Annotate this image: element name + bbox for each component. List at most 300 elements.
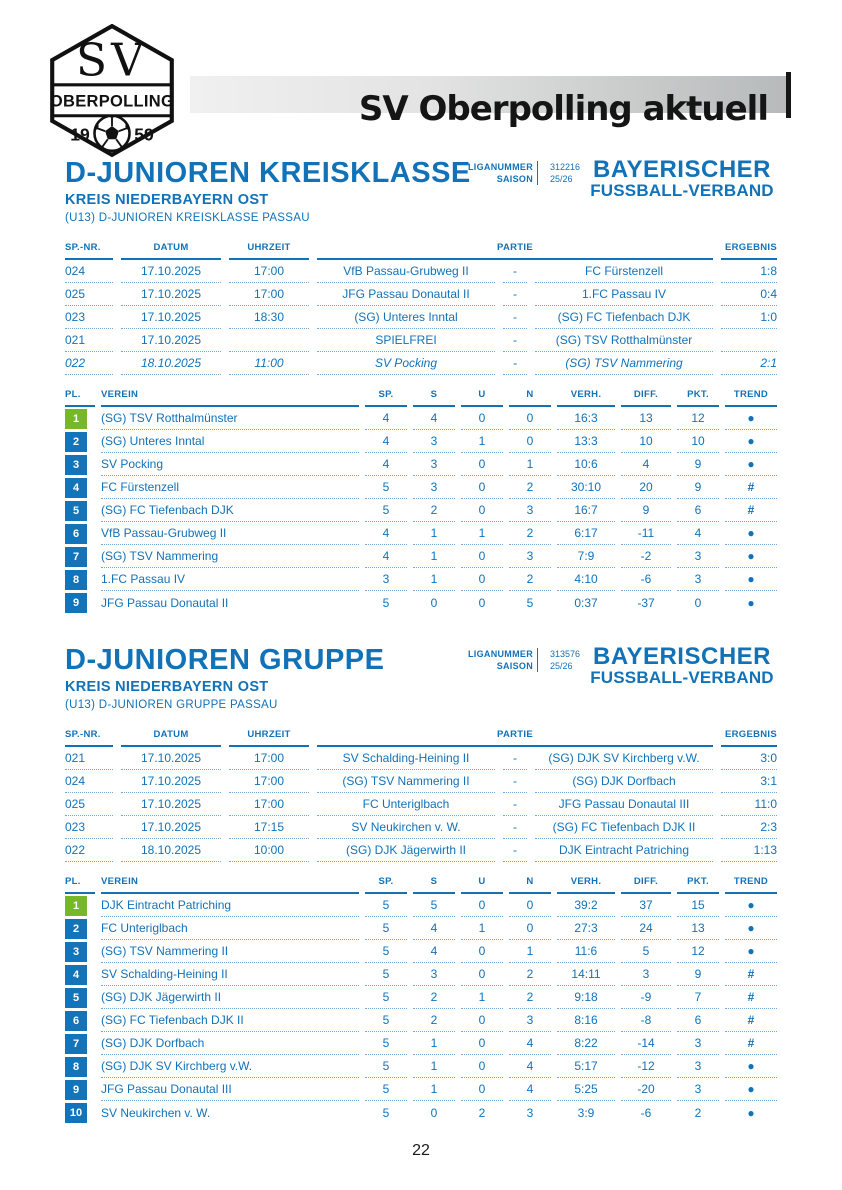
standing-row (65, 430, 777, 453)
trend-indicator: ● (725, 407, 777, 430)
away-team: (SG) FC Tiefenbach DJK (535, 306, 713, 329)
liganummer-label: LIGANUMMER (468, 162, 533, 172)
position-cell (65, 917, 95, 940)
match-number: 025 (65, 793, 113, 816)
goal-ratio: 27:3 (557, 917, 615, 940)
col-goal-diff: DIFF. (621, 389, 671, 407)
team-name: (SG) TSV Rotthalmünster (101, 407, 359, 430)
match-result: 0:4 (721, 283, 777, 306)
trend-indicator: ● (725, 917, 777, 940)
points: 7 (677, 986, 719, 1009)
position-cell (65, 568, 95, 591)
goal-ratio: 10:6 (557, 453, 615, 476)
standing-row (65, 1101, 777, 1124)
games-played: 5 (365, 1055, 407, 1078)
points: 9 (677, 453, 719, 476)
games-played: 5 (382, 1105, 390, 1120)
goal-diff: -37 (637, 595, 655, 610)
position-badge: 5 (65, 988, 87, 1008)
team-separator: - (503, 770, 527, 793)
result-row (65, 839, 777, 862)
results-header-row (65, 729, 777, 747)
league-competition: (U13) D-JUNIOREN GRUPPE PASSAU (65, 699, 278, 712)
col-games: SP. (365, 876, 407, 894)
standing-row (65, 476, 777, 499)
position-badge: 8 (65, 570, 87, 590)
home-team: (SG) DJK Jägerwirth II (317, 839, 495, 862)
position-badge: 1 (65, 409, 87, 429)
match-result: 2:1 (721, 352, 777, 375)
team-name: (SG) DJK Dorfbach (101, 1032, 359, 1055)
logo-year-left: 19 (70, 124, 90, 145)
goal-diff: -9 (621, 986, 671, 1009)
match-result (721, 329, 777, 352)
points: 13 (677, 917, 719, 940)
match-time: 17:15 (229, 816, 309, 839)
meta-divider (537, 173, 546, 185)
position-cell (65, 522, 95, 545)
trend-indicator: # (725, 1032, 777, 1055)
goal-ratio: 6:17 (557, 522, 615, 545)
draws: 0 (461, 476, 503, 499)
col-points: PKT. (677, 876, 719, 894)
match-number: 024 (65, 260, 113, 283)
match-number: 022 (65, 352, 113, 375)
match-date: 17.10.2025 (121, 816, 221, 839)
losses: 0 (509, 894, 551, 917)
goal-diff: -12 (621, 1055, 671, 1078)
result-row (65, 793, 777, 816)
position-cell (65, 591, 95, 614)
standings-table (65, 389, 777, 614)
liganummer-value: 313576 (550, 649, 581, 659)
goal-diff: 3 (621, 963, 671, 986)
wins: 3 (413, 453, 455, 476)
goal-diff: -6 (621, 568, 671, 591)
losses: 3 (509, 499, 551, 522)
wins: 4 (413, 940, 455, 963)
games-played: 5 (365, 476, 407, 499)
draws: 0 (461, 940, 503, 963)
goal-diff: 13 (621, 407, 671, 430)
trend-indicator: ● (725, 940, 777, 963)
trend-indicator: # (725, 476, 777, 499)
draws: 0 (461, 1032, 503, 1055)
losses: 5 (526, 595, 534, 610)
result-row (65, 770, 777, 793)
col-date: DATUM (121, 242, 221, 260)
league-header (65, 645, 777, 729)
match-time (229, 329, 309, 352)
team-name: DJK Eintracht Patriching (101, 894, 359, 917)
col-draws: U (461, 389, 503, 407)
position-cell (65, 1009, 95, 1032)
league-region: KREIS NIEDERBAYERN OST (65, 679, 269, 696)
away-team: (SG) FC Tiefenbach DJK II (535, 816, 713, 839)
col-trend: TREND (725, 389, 777, 407)
draws: 0 (461, 407, 503, 430)
header-bar-end-mark (786, 72, 791, 118)
match-number: 023 (65, 306, 113, 329)
standings-body (65, 894, 777, 1124)
games-played: 4 (365, 407, 407, 430)
draws: 1 (461, 522, 503, 545)
away-team: 1.FC Passau IV (535, 283, 713, 306)
losses: 4 (509, 1055, 551, 1078)
losses: 2 (509, 568, 551, 591)
col-place: PL. (65, 389, 95, 407)
losses: 1 (509, 940, 551, 963)
position-cell (65, 963, 95, 986)
standing-row (65, 522, 777, 545)
col-losses: N (509, 389, 551, 407)
standing-row (65, 407, 777, 430)
team-name: JFG Passau Donautal II (101, 595, 229, 610)
losses: 0 (509, 917, 551, 940)
wins: 2 (413, 499, 455, 522)
draws: 0 (461, 894, 503, 917)
wins: 1 (413, 1055, 455, 1078)
team-separator: - (503, 283, 527, 306)
match-time: 10:00 (229, 839, 309, 862)
result-row (65, 816, 777, 839)
match-date: 17.10.2025 (121, 306, 221, 329)
match-number: 022 (65, 839, 113, 862)
trend-indicator: # (725, 986, 777, 1009)
draws: 0 (461, 963, 503, 986)
losses: 3 (526, 1105, 534, 1120)
wins: 1 (413, 545, 455, 568)
points: 6 (677, 1009, 719, 1032)
result-row (65, 306, 777, 329)
draws: 0 (461, 499, 503, 522)
wins: 0 (430, 595, 438, 610)
team-separator: - (503, 329, 527, 352)
match-number: 021 (65, 329, 113, 352)
col-wins: S (413, 876, 455, 894)
trend-indicator: ● (725, 430, 777, 453)
wins: 2 (413, 986, 455, 1009)
wins: 4 (413, 917, 455, 940)
position-cell (65, 476, 95, 499)
away-team: DJK Eintracht Patriching (535, 839, 713, 862)
liganummer-label: LIGANUMMER (468, 649, 533, 659)
position-badge: 10 (65, 1103, 87, 1123)
losses: 3 (509, 1009, 551, 1032)
standing-row (65, 963, 777, 986)
match-number: 021 (65, 747, 113, 770)
losses: 2 (509, 476, 551, 499)
points: 9 (677, 963, 719, 986)
col-trend: TREND (725, 876, 777, 894)
standings-table (65, 876, 777, 1124)
standings-header-row (65, 389, 777, 407)
goal-ratio: 8:22 (557, 1032, 615, 1055)
match-time: 17:00 (229, 747, 309, 770)
goal-ratio: 9:18 (557, 986, 615, 1009)
trend-indicator: ● (725, 894, 777, 917)
losses: 3 (509, 545, 551, 568)
match-time: 17:00 (229, 793, 309, 816)
points: 2 (694, 1105, 702, 1120)
saison-value: 25/26 (550, 661, 573, 671)
team-separator: - (503, 352, 527, 375)
trend-indicator: ● (725, 545, 777, 568)
draws: 0 (461, 1009, 503, 1032)
goal-diff: -20 (621, 1078, 671, 1101)
match-number: 024 (65, 770, 113, 793)
position-badge: 6 (65, 524, 87, 544)
col-wins: S (413, 389, 455, 407)
points: 15 (677, 894, 719, 917)
draws: 2 (478, 1105, 486, 1120)
points: 3 (677, 1078, 719, 1101)
team-separator: - (503, 793, 527, 816)
trend-indicator: # (725, 963, 777, 986)
result-row (65, 352, 777, 375)
meta-divider (537, 648, 546, 660)
col-club: VEREIN (101, 389, 359, 407)
trend-indicator: ● (747, 1105, 755, 1120)
away-team: JFG Passau Donautal III (535, 793, 713, 816)
col-time: UHRZEIT (229, 242, 309, 260)
team-name: JFG Passau Donautal III (101, 1078, 359, 1101)
col-draws: U (461, 876, 503, 894)
draws: 1 (461, 986, 503, 1009)
result-row (65, 260, 777, 283)
trend-indicator: ● (725, 522, 777, 545)
standing-row (65, 1009, 777, 1032)
position-cell (65, 1078, 95, 1101)
position-badge: 3 (65, 942, 87, 962)
away-team: (SG) TSV Nammering (535, 352, 713, 375)
page-number: 22 (412, 1142, 430, 1159)
goal-ratio: 0:37 (574, 595, 598, 610)
position-cell (65, 894, 95, 917)
draws: 1 (461, 917, 503, 940)
position-badge: 1 (65, 896, 87, 916)
team-name: (SG) DJK Jägerwirth II (101, 986, 359, 1009)
goal-diff: 37 (621, 894, 671, 917)
col-goal-ratio: VERH. (557, 389, 615, 407)
position-cell (65, 430, 95, 453)
games-played: 5 (365, 1078, 407, 1101)
standing-row (65, 940, 777, 963)
wins: 0 (430, 1105, 438, 1120)
goal-diff: 4 (621, 453, 671, 476)
games-played: 4 (365, 522, 407, 545)
league-meta (457, 161, 580, 185)
position-cell (65, 453, 95, 476)
trend-indicator: # (725, 1009, 777, 1032)
goal-ratio: 16:3 (557, 407, 615, 430)
away-team: (SG) TSV Rotthalmünster (535, 329, 713, 352)
goal-ratio: 7:9 (557, 545, 615, 568)
col-match-number: SP.-NR. (65, 729, 113, 747)
standing-row (65, 499, 777, 522)
saison-label: SAISON (496, 174, 533, 184)
match-result: 1:8 (721, 260, 777, 283)
league-competition: (U13) D-JUNIOREN KREISKLASSE PASSAU (65, 212, 310, 225)
games-played: 4 (365, 430, 407, 453)
games-played: 5 (365, 499, 407, 522)
team-name: (SG) TSV Nammering (101, 545, 359, 568)
position-badge: 8 (65, 1057, 87, 1077)
team-name: (SG) TSV Nammering II (101, 940, 359, 963)
goal-ratio: 30:10 (557, 476, 615, 499)
match-result: 2:3 (721, 816, 777, 839)
goal-ratio: 5:17 (557, 1055, 615, 1078)
losses: 4 (509, 1078, 551, 1101)
position-badge: 9 (65, 593, 87, 613)
match-date: 17.10.2025 (121, 747, 221, 770)
league-meta (457, 648, 580, 672)
points: 3 (677, 545, 719, 568)
position-cell (65, 986, 95, 1009)
standing-row (65, 917, 777, 940)
match-result: 1:0 (721, 306, 777, 329)
results-body (65, 747, 777, 862)
draws: 0 (461, 545, 503, 568)
goal-ratio: 8:16 (557, 1009, 615, 1032)
match-number: 023 (65, 816, 113, 839)
draws: 0 (461, 568, 503, 591)
home-team: (SG) TSV Nammering II (317, 770, 495, 793)
match-number: 025 (65, 283, 113, 306)
logo-club-name: OBERPOLLING (49, 92, 175, 111)
col-goal-diff: DIFF. (621, 876, 671, 894)
trend-indicator: ● (725, 1078, 777, 1101)
col-result: ERGEBNIS (721, 242, 777, 260)
games-played: 5 (365, 917, 407, 940)
match-time: 17:00 (229, 770, 309, 793)
trend-indicator: ● (725, 1055, 777, 1078)
home-team: SV Pocking (317, 352, 495, 375)
result-row (65, 747, 777, 770)
draws: 0 (461, 1078, 503, 1101)
goal-diff: -2 (621, 545, 671, 568)
league-header (65, 158, 777, 242)
losses: 2 (509, 986, 551, 1009)
losses: 1 (509, 453, 551, 476)
home-team: SV Neukirchen v. W. (317, 816, 495, 839)
trend-indicator: ● (725, 568, 777, 591)
position-badge: 2 (65, 432, 87, 452)
team-separator: - (503, 816, 527, 839)
losses: 0 (509, 430, 551, 453)
points: 3 (677, 1055, 719, 1078)
goal-diff: -8 (621, 1009, 671, 1032)
match-time: 11:00 (229, 352, 309, 375)
results-table (65, 242, 777, 375)
col-date: DATUM (121, 729, 221, 747)
wins: 3 (413, 476, 455, 499)
results-table (65, 729, 777, 862)
saison-label: SAISON (496, 661, 533, 671)
standing-row (65, 568, 777, 591)
games-played: 5 (365, 940, 407, 963)
standing-row (65, 545, 777, 568)
home-team: VfB Passau-Grubweg II (317, 260, 495, 283)
col-club: VEREIN (101, 876, 359, 894)
trend-indicator: ● (725, 453, 777, 476)
points: 3 (677, 1032, 719, 1055)
goal-ratio: 39:2 (557, 894, 615, 917)
match-result: 11:0 (721, 793, 777, 816)
goal-diff: 20 (621, 476, 671, 499)
results-body (65, 260, 777, 375)
bfv-line1: BAYERISCHER (593, 643, 771, 670)
points: 3 (677, 568, 719, 591)
points: 6 (677, 499, 719, 522)
goal-ratio: 11:6 (557, 940, 615, 963)
wins: 1 (413, 1078, 455, 1101)
team-separator: - (503, 839, 527, 862)
trend-indicator: ● (747, 595, 755, 610)
col-match: PARTIE (317, 729, 713, 747)
goal-diff: 9 (621, 499, 671, 522)
position-cell (65, 1055, 95, 1078)
position-badge: 4 (65, 478, 87, 498)
position-badge: 5 (65, 501, 87, 521)
match-time: 17:00 (229, 283, 309, 306)
points: 10 (677, 430, 719, 453)
team-name: (SG) DJK SV Kirchberg v.W. (101, 1055, 359, 1078)
bfv-wordmark (587, 645, 777, 688)
team-name: (SG) FC Tiefenbach DJK II (101, 1009, 359, 1032)
wins: 4 (413, 407, 455, 430)
match-date: 17.10.2025 (121, 770, 221, 793)
wins: 1 (413, 568, 455, 591)
team-name: (SG) FC Tiefenbach DJK (101, 499, 359, 522)
club-logo (46, 24, 178, 158)
newsletter-title: SV Oberpolling aktuell (358, 89, 768, 129)
trend-indicator: # (725, 499, 777, 522)
league-section-kreisklasse (65, 158, 777, 614)
position-cell (65, 545, 95, 568)
standing-row (65, 894, 777, 917)
goal-ratio: 4:10 (557, 568, 615, 591)
match-date: 17.10.2025 (121, 329, 221, 352)
meta-divider (537, 660, 546, 672)
games-played: 5 (365, 1009, 407, 1032)
goal-diff: 10 (621, 430, 671, 453)
points: 9 (677, 476, 719, 499)
league-title: D-JUNIOREN KREISKLASSE (65, 157, 471, 189)
position-badge: 7 (65, 547, 87, 567)
match-date: 18.10.2025 (121, 839, 221, 862)
team-name: FC Unteriglbach (101, 917, 359, 940)
col-place: PL. (65, 876, 95, 894)
result-row (65, 329, 777, 352)
standings-header-row (65, 876, 777, 894)
goal-ratio: 14:11 (557, 963, 615, 986)
team-name: SV Pocking (101, 453, 359, 476)
league-title: D-JUNIOREN GRUPPE (65, 644, 385, 676)
goal-diff: -11 (621, 522, 671, 545)
position-badge: 7 (65, 1034, 87, 1054)
goal-diff: 24 (621, 917, 671, 940)
losses: 2 (509, 522, 551, 545)
position-badge: 9 (65, 1080, 87, 1100)
standings-body (65, 407, 777, 614)
standing-row (65, 1078, 777, 1101)
points: 0 (694, 595, 702, 610)
standing-row (65, 453, 777, 476)
results-header-row (65, 242, 777, 260)
games-played: 4 (365, 545, 407, 568)
games-played: 5 (365, 894, 407, 917)
